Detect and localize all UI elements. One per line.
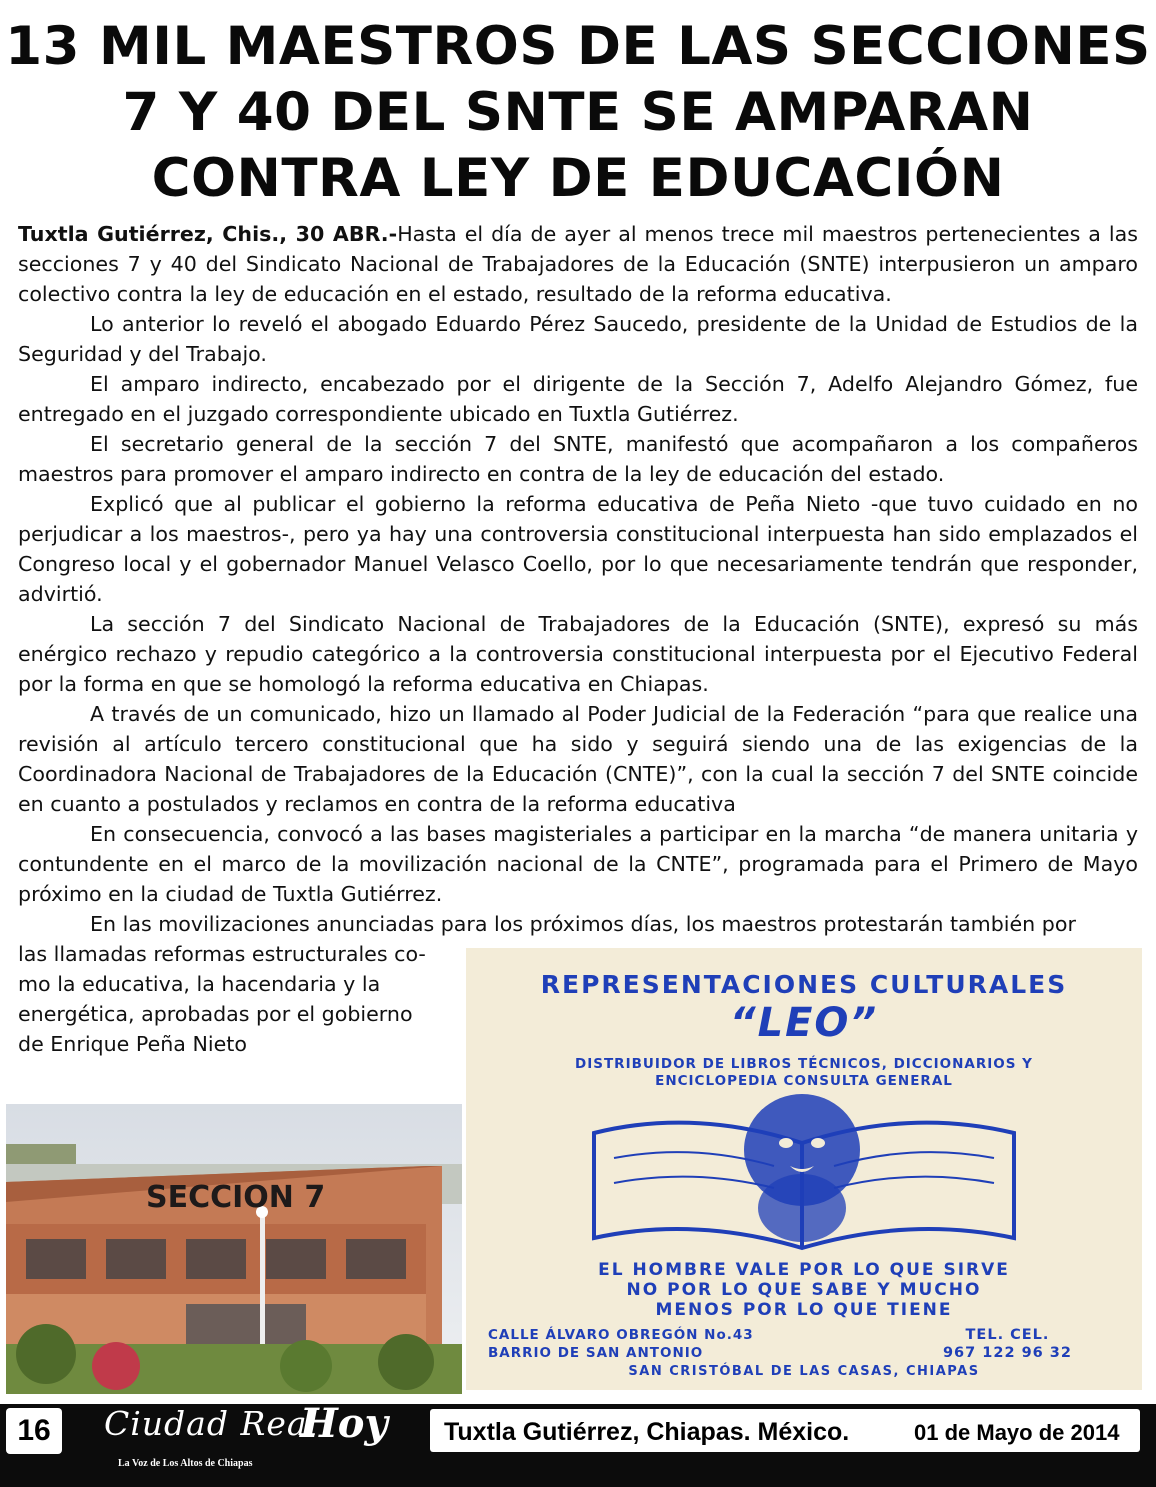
article-paragraph: El amparo indirecto, encabezado por el dirigente de la Sección 7, Adelfo Alejandro Gómez, fue entregado en el juzgado correspondiente ubicado en Tuxtla Gutiérrez. xyxy=(18,372,1138,426)
article-paragraph: El secretario general de la sección 7 del SNTE, manifestó que acompañaron a los compañeros maestros para promover el amparo indirecto en contra de la ley de educación del estado. xyxy=(18,432,1138,486)
ad-motto xyxy=(466,1260,1142,1320)
ad-phone-label: TEL. CEL. xyxy=(965,1327,1050,1343)
lion-book-icon xyxy=(574,1088,1034,1258)
seccion-7-building-photo xyxy=(6,1104,462,1394)
ad-address-line: CALLE ÁLVARO OBREGÓN No.43 xyxy=(488,1327,754,1343)
headline-line-1: 13 MIL MAESTROS DE LAS SECCIONES xyxy=(5,16,1151,77)
ad-title: REPRESENTACIONES CULTURALES xyxy=(540,970,1068,999)
lead-text: Hasta el día de ayer al menos trece mil maestros pertenecientes a las secciones 7 y 40 del Sindicato Nacional de Trabajadores de la Educación (SNTE) interpusieron un amparo colectivo contra la ley de educación en el estado, resultado de la reforma educativa. xyxy=(18,222,1138,306)
ad-address xyxy=(488,1326,754,1362)
tail-line: energética, aprobadas por el gobierno xyxy=(18,1002,413,1026)
bookstore-advertisement xyxy=(466,948,1142,1390)
tail-line: mo la educativa, la hacendaria y la xyxy=(18,972,381,996)
ad-address-line: BARRIO DE SAN ANTONIO xyxy=(488,1345,704,1361)
article-paragraph: Lo anterior lo reveló el abogado Eduardo Pérez Saucedo, presidente de la Unidad de Estudios de la Seguridad y del Trabajo. xyxy=(18,312,1138,366)
article-paragraph: A través de un comunicado, hizo un llamado al Poder Judicial de la Federación “para que realice una revisión al artículo tercero constitucional que ha sido y seguirá siendo una de las exigencias de la Coordinadora Nacional de Trabajadores de la Educación (CNTE)”, con la cual la sección 7 del SNTE coincide en cuanto a postulados y reclamos en contra de la reforma educativa xyxy=(18,702,1138,816)
ad-motto-line: NO POR LO QUE SABE Y MUCHO xyxy=(626,1280,982,1300)
tail-line: las llamadas reformas estructurales co- xyxy=(18,942,426,966)
footer-date: 01 de Mayo de 2014 xyxy=(914,1420,1120,1445)
masthead-hoy: Hoy xyxy=(300,1400,388,1447)
headline-line-2: 7 Y 40 DEL SNTE SE AMPARAN xyxy=(122,82,1034,143)
ad-description xyxy=(466,1056,1142,1090)
ad-description-line: ENCICLOPEDIA CONSULTA GENERAL xyxy=(655,1073,953,1089)
ad-description-line: DISTRIBUIDOR DE LIBROS TÉCNICOS, DICCIONARIOS Y xyxy=(575,1056,1033,1072)
ad-name: “LEO” xyxy=(729,1000,879,1046)
article-body xyxy=(18,219,1138,939)
building-sign: SECCION 7 xyxy=(146,1180,326,1215)
article-lead xyxy=(18,219,1138,309)
article-paragraph: La sección 7 del Sindicato Nacional de Trabajadores de la Educación (SNTE), expresó su más enérgico rechazo y repudio categórico a la controversia constitucional interpuesta por el Ejecutivo Federal por la forma en que se homologó la reforma educativa en Chiapas. xyxy=(18,612,1138,696)
dateline: Tuxtla Gutiérrez, Chis., 30 ABR.- xyxy=(18,222,398,246)
ad-motto-line: MENOS POR LO QUE TIENE xyxy=(655,1300,953,1320)
masthead: Ciudad Real xyxy=(104,1404,320,1443)
ad-phone-number: 967 122 96 32 xyxy=(942,1345,1072,1361)
headline-line-3: CONTRA LEY DE EDUCACIÓN xyxy=(151,148,1005,209)
ad-motto-line: EL HOMBRE VALE POR LO QUE SIRVE xyxy=(598,1260,1010,1280)
ad-phone xyxy=(943,1326,1072,1362)
page-number: 16 xyxy=(6,1408,62,1454)
article-tail xyxy=(18,939,458,1059)
article-paragraph: En las movilizaciones anunciadas para los próximos días, los maestros protestarán también por xyxy=(90,912,1076,936)
ad-city: SAN CRISTÓBAL DE LAS CASAS, CHIAPAS xyxy=(628,1364,980,1379)
tail-line: de Enrique Peña Nieto xyxy=(18,1032,247,1056)
article-paragraph: En consecuencia, convocó a las bases magisteriales a participar en la marcha “de manera unitaria y contundente en el marco de la movilización nacional de la CNTE”, programada para el Primero de Mayo próximo en la ciudad de Tuxtla Gutiérrez. xyxy=(18,822,1138,906)
masthead-tagline: La Voz de Los Altos de Chiapas xyxy=(118,1458,253,1469)
headline xyxy=(0,14,1156,212)
footer-place: Tuxtla Gutiérrez, Chiapas. México. xyxy=(444,1418,850,1446)
article-paragraph: Explicó que al publicar el gobierno la reforma educativa de Peña Nieto -que tuvo cuidado en no perjudicar a los maestros-, pero ya hay una controversia constitucional interpuesta han sido emplazados el Congreso local y el gobernador Manuel Velasco Coello, por lo que necesariamente tendrán que responder, advirtió. xyxy=(18,492,1138,606)
